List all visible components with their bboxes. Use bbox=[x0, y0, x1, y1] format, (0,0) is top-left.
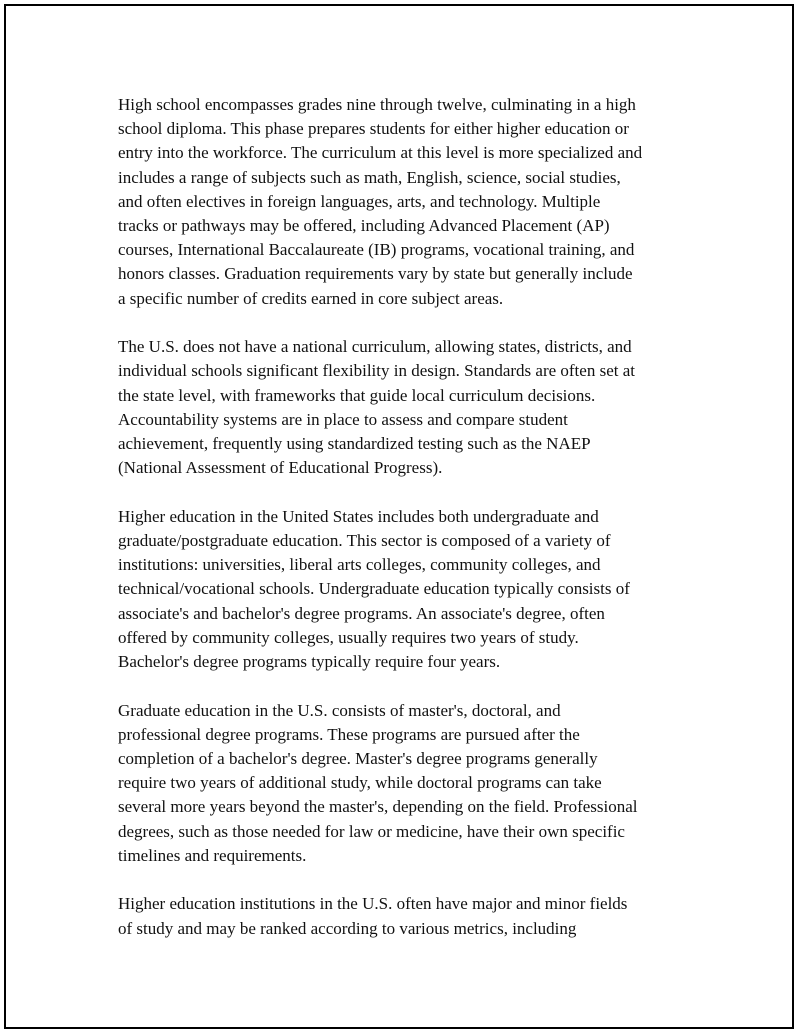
paragraph-institutions: Higher education institutions in the U.S. often have major and minor fields of study and may be ranked according to various metrics, including bbox=[118, 894, 628, 938]
paragraph-graduate-education: Graduate education in the U.S. consists of master's, doctoral, and professional degree programs. These programs are pursued after the completion of a bachelor's degree. Master's degree programs generally require two years of additional study, while doctoral programs can take several more years beyond the master's, depending on the field. Professional degrees, such as those needed for law or medicine, have their own specific timelines and requirements. bbox=[118, 700, 638, 865]
paragraph-high-school: High school encompasses grades nine through twelve, culminating in a high school diploma. This phase prepares students for either higher education or entry into the workforce. The curriculum at this level is more specialized and includes a range of subjects such as math, English, science, social studies, and often electives in foreign languages, arts, and technology. Multiple tracks or pathways may be offered, including Advanced Placement (AP) courses, International Baccalaureate (IB) programs, vocational training, and honors classes. Graduation requirements vary by state but generally include a specific number of credits earned in core subject areas. bbox=[118, 95, 643, 308]
document-body bbox=[118, 93, 693, 965]
paragraph-higher-education: Higher education in the United States includes both undergraduate and graduate/postgraduate education. This sector is composed of a variety of institutions: universities, liberal arts colleges, community colleges, and technical/vocational schools. Undergraduate education typically consists of associate's and bachelor's degree programs. An associate's degree, often offered by community colleges, usually requires two years of study. Bachelor's degree programs typically require four years. bbox=[118, 506, 630, 672]
paragraph-curriculum: The U.S. does not have a national curriculum, allowing states, districts, and individual schools significant flexibility in design. Standards are often set at the state level, with frameworks that guide local curriculum decisions. Accountability systems are in place to assess and compare student achievement, frequently using standardized testing such as the NAEP (National Assessment of Educational Progress). bbox=[118, 337, 635, 478]
